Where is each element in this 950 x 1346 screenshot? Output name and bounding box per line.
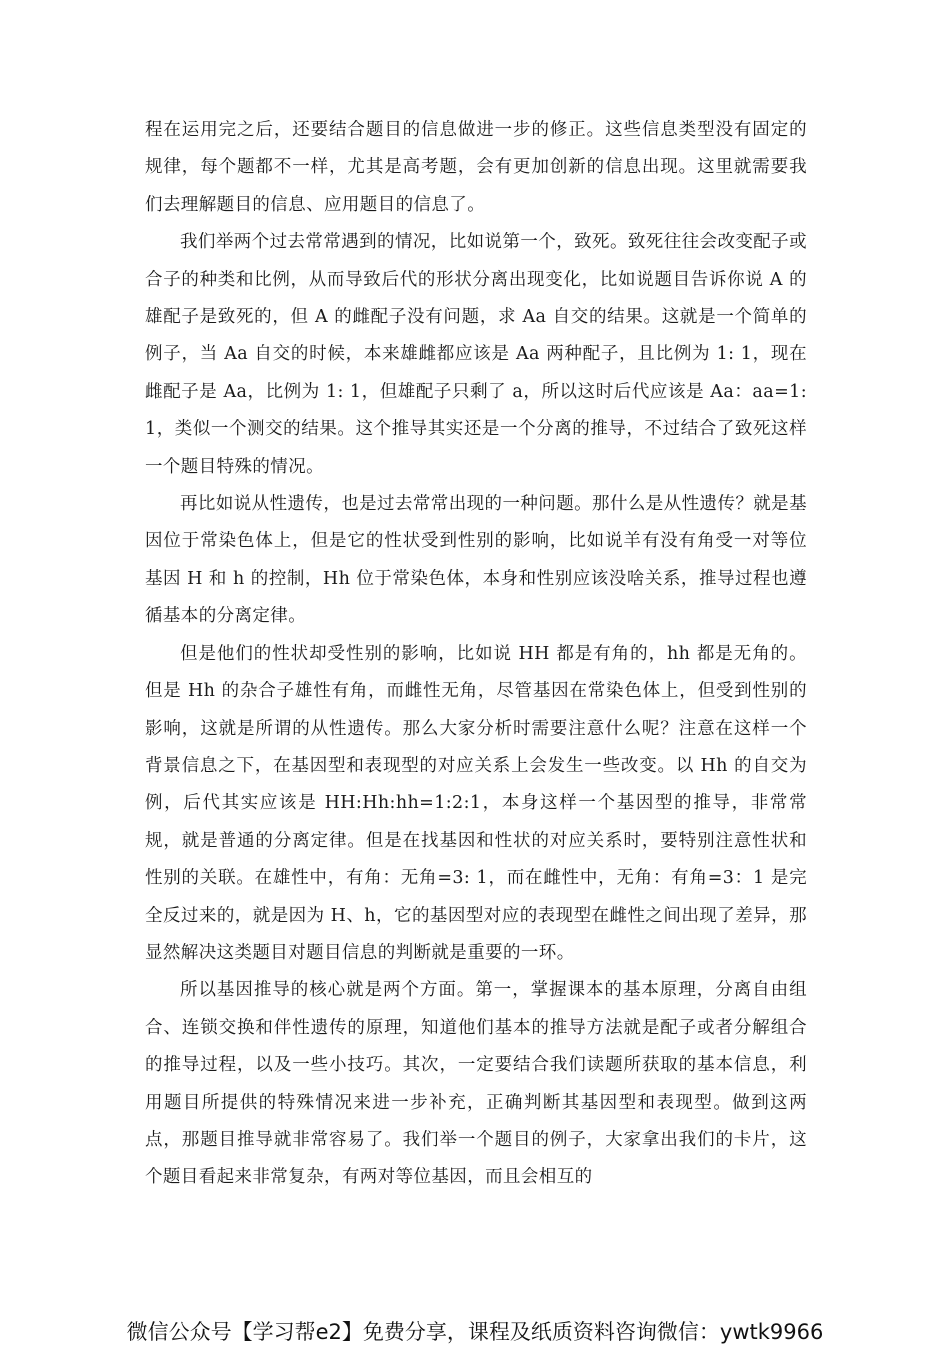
paragraph: 再比如说从性遗传，也是过去常常出现的一种问题。那什么是从性遗传？就是基因位于常染色体上，但是它的性状受到性别的影响，比如说羊有没有角受一对等位基因 H 和 h 的控制，Hh 位于常染色体，本身和性别应该没啥关系，推导过程也遵循基本的分离定律。 <box>145 494 807 627</box>
document-body <box>145 112 807 1197</box>
paragraph: 所以基因推导的核心就是两个方面。第一，掌握课本的基本原理，分离自由组合、连锁交换和伴性遗传的原理，知道他们基本的推导方法就是配子或者分解组合的推导过程，以及一些小技巧。其次，一定要结合我们读题所获取的基本信息，利用题目所提供的特殊情况来进一步补充，正确判断其基因型和表现型。做到这两点，那题目推导就非常容易了。我们举一个题目的例子，大家拿出我们的卡片，这个题目看起来非常复杂，有两对等位基因，而且会相互的 <box>145 980 807 1188</box>
paragraph: 程在运用完之后，还要结合题目的信息做进一步的修正。这些信息类型没有固定的规律，每个题都不一样，尤其是高考题，会有更加创新的信息出现。这里就需要我们去理解题目的信息、应用题目的信息了。 <box>145 120 807 215</box>
paragraph: 我们举两个过去常常遇到的情况，比如说第一个，致死。致死往往会改变配子或合子的种类和比例，从而导致后代的形状分离出现变化，比如说题目告诉你说 A 的雄配子是致死的，但 A 的雌配子没有问题，求 Aa 自交的结果。这就是一个简单的例子，当 Aa 自交的时候，本来雄雌都应该是 Aa 两种配子，且比例为 1: 1，现在雌配子是 Aa，比例为 1: 1，但雄配子只剩了 a，所以这时后代应该是 Aa：aa=1: 1，类似一个测交的结果。这个推导其实还是一个分离的推导，不过结合了致死这样一个题目特殊的情况。 <box>145 232 807 477</box>
paragraph: 但是他们的性状却受性别的影响，比如说 HH 都是有角的，hh 都是无角的。但是 Hh 的杂合子雄性有角，而雌性无角，尽管基因在常染色体上，但受到性别的影响，这就是所谓的从性遗传。那么大家分析时需要注意什么呢？注意在这样一个背景信息之下，在基因型和表现型的对应关系上会发生一些改变。以 Hh 的自交为例，后代其实应该是 HH:Hh:hh=1:2:1，本身这样一个基因型的推导，非常常规，就是普通的分离定律。但是在找基因和性状的对应关系时，要特别注意性状和性别的关联。在雄性中，有角：无角=3: 1，而在雌性中，无角：有角=3：1 是完全反过来的，就是因为 H、h，它的基因型对应的表现型在雌性之间出现了差异，那显然解决这类题目对题目信息的判断就是重要的一环。 <box>145 643 807 963</box>
footer-watermark: 微信公众号【学习帮e2】免费分享，课程及纸质资料咨询微信：ywtk9966 <box>126 1320 824 1344</box>
